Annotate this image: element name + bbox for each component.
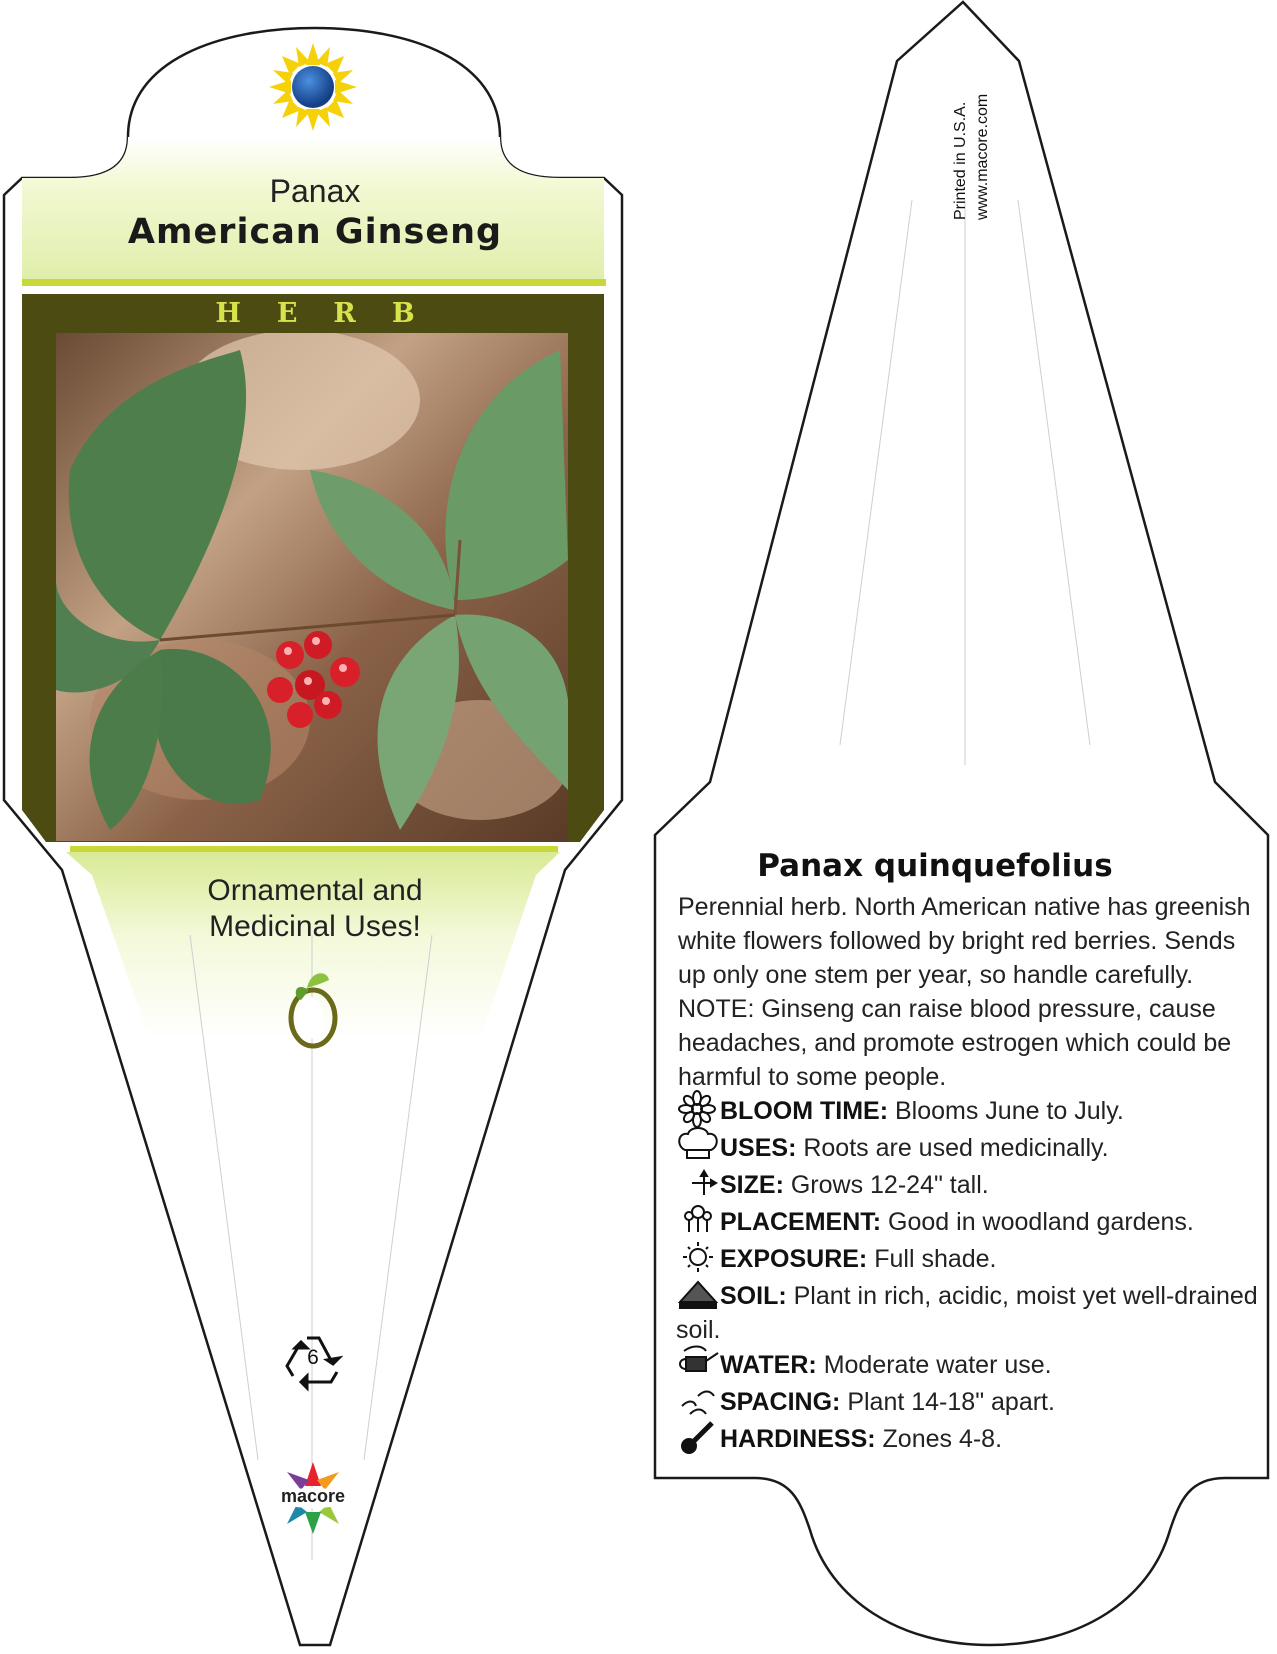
soil-icon (676, 1281, 714, 1309)
genus-name: Panax (269, 173, 361, 209)
plant-photo (56, 330, 570, 841)
sun-icon (269, 43, 357, 131)
print-note (950, 60, 1010, 220)
plants-icon (676, 1207, 714, 1235)
brand-name: macore (280, 1486, 346, 1506)
attr-placement: PLACEMENT: Good in woodland gardens. (676, 1205, 1266, 1239)
attr-size: SIZE: Grows 12-24" tall. (676, 1168, 1266, 1202)
attr-spacing: SPACING: Plant 14-18" apart. (676, 1385, 1266, 1419)
attr-uses: USES: Roots are used medicinally. (676, 1131, 1266, 1165)
flower-icon (676, 1096, 714, 1124)
recycle-code: 6 (307, 1346, 319, 1369)
tagline-line2: Medicinal Uses! (209, 910, 421, 943)
tagline-rule (70, 846, 558, 852)
size-arrows-icon (676, 1170, 714, 1198)
seedlings-icon (676, 1387, 714, 1415)
sun-small-icon (676, 1244, 714, 1272)
watering-can-icon (676, 1350, 714, 1378)
plant-description: Perennial herb. North American native has greenish white flowers followed by bright red berries. Sends up only one stem per year, so handle carefully. NOTE: Ginseng can raise blood pressure, cause headaches, and promote estrogen which could be harmful to some people. (678, 893, 1251, 1091)
attr-exposure: EXPOSURE: Full shade. (676, 1242, 1266, 1276)
attr-soil: SOIL: Plant in rich, acidic, moist yet well-drained soil. (676, 1282, 1258, 1344)
tagline-line1: Ornamental and (207, 874, 423, 907)
print-note-line1: Printed in U.S.A. (952, 101, 969, 220)
category-label: HERB (215, 298, 451, 329)
botanical-name: Panax quinquefolius (757, 848, 1113, 884)
thermometer-icon (676, 1424, 714, 1452)
tagline (120, 873, 510, 945)
attr-bloom-time: BLOOM TIME: Blooms June to July. (676, 1094, 1266, 1128)
attr-water: WATER: Moderate water use. (676, 1348, 1266, 1382)
chef-hat-icon (676, 1133, 714, 1161)
print-note-line2: www.macore.com (974, 93, 991, 220)
common-name: American Ginseng (127, 212, 503, 252)
title-rule (22, 279, 606, 286)
attr-hardiness: HARDINESS: Zones 4-8. (676, 1422, 1266, 1456)
